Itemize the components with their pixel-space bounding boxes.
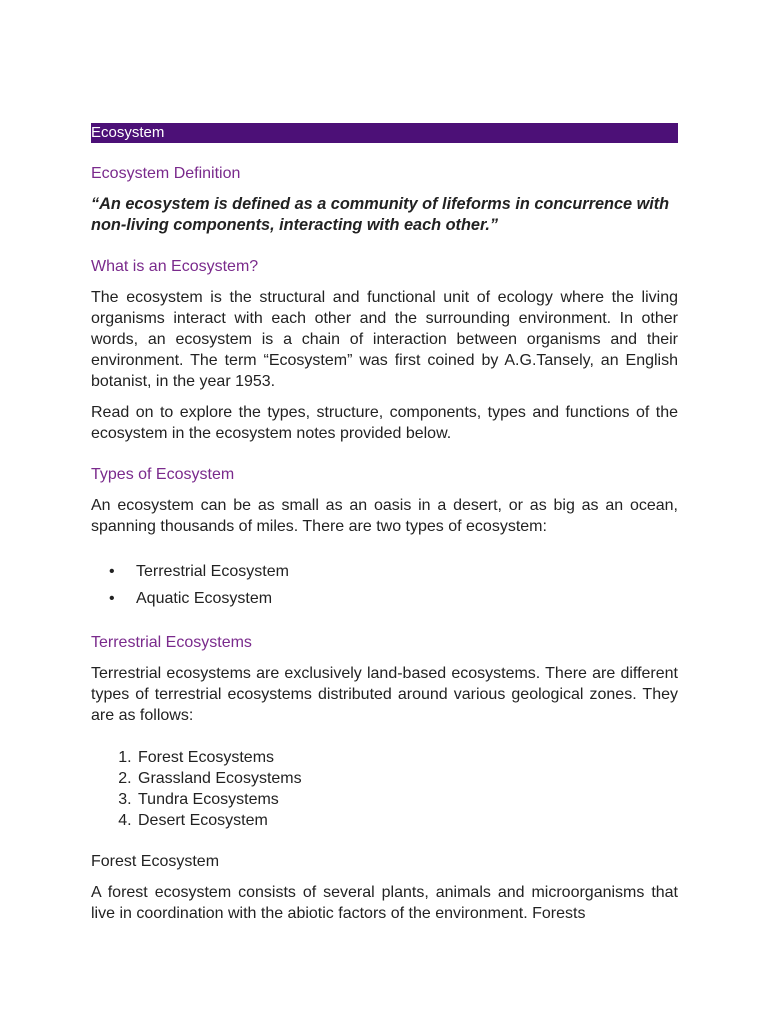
document-page (91, 123, 678, 934)
document-title: Ecosystem (91, 124, 165, 141)
terrestrial-heading: Terrestrial Ecosystems (91, 634, 252, 651)
forest-heading: Forest Ecosystem (91, 853, 220, 870)
terrestrial-paragraph: Terrestrial ecosystems are exclusively land-based ecosystems. There are different types of terrestrial ecosystems distributed around various geological zones. They are as follows: (91, 665, 678, 724)
bullet-icon: • (109, 590, 115, 607)
list-item: 1. Forest Ecosystems (136, 747, 678, 768)
list-item: • Aquatic Ecosystem (136, 585, 678, 612)
terrestrial-list (91, 747, 678, 831)
types-list (91, 558, 678, 612)
document-title-bar (91, 123, 678, 143)
list-item: 3. Tundra Ecosystems (136, 789, 678, 810)
what-is-paragraph-1: The ecosystem is the structural and functional unit of ecology where the living organisms interact with each other and the surrounding environment. In other words, an ecosystem is a chain of interaction between organisms and their environment. The term “Ecosystem” was first coined by A.G.Tansely, an English botanist, in the year 1953. (91, 289, 678, 390)
list-item: • Terrestrial Ecosystem (136, 558, 678, 585)
types-paragraph: An ecosystem can be as small as an oasis in a desert, or as big as an ocean, spanning thousands of miles. There are two types of ecosystem: (91, 497, 678, 535)
definition-heading: Ecosystem Definition (91, 165, 241, 182)
list-item: 2. Grassland Ecosystems (136, 768, 678, 789)
types-heading: Types of Ecosystem (91, 466, 235, 483)
what-is-paragraph-2: Read on to explore the types, structure, components, types and functions of the ecosystem in the ecosystem notes provided below. (91, 404, 678, 442)
bullet-icon: • (109, 563, 115, 580)
definition-quote: “An ecosystem is defined as a community of lifeforms in concurrence with non-living components, interacting with each other.” (91, 195, 670, 234)
forest-paragraph: A forest ecosystem consists of several plants, animals and microorganisms that live in coordination with the abiotic factors of the environment. Forests (91, 884, 678, 922)
list-item: 4. Desert Ecosystem (136, 810, 678, 831)
what-is-heading: What is an Ecosystem? (91, 258, 259, 275)
